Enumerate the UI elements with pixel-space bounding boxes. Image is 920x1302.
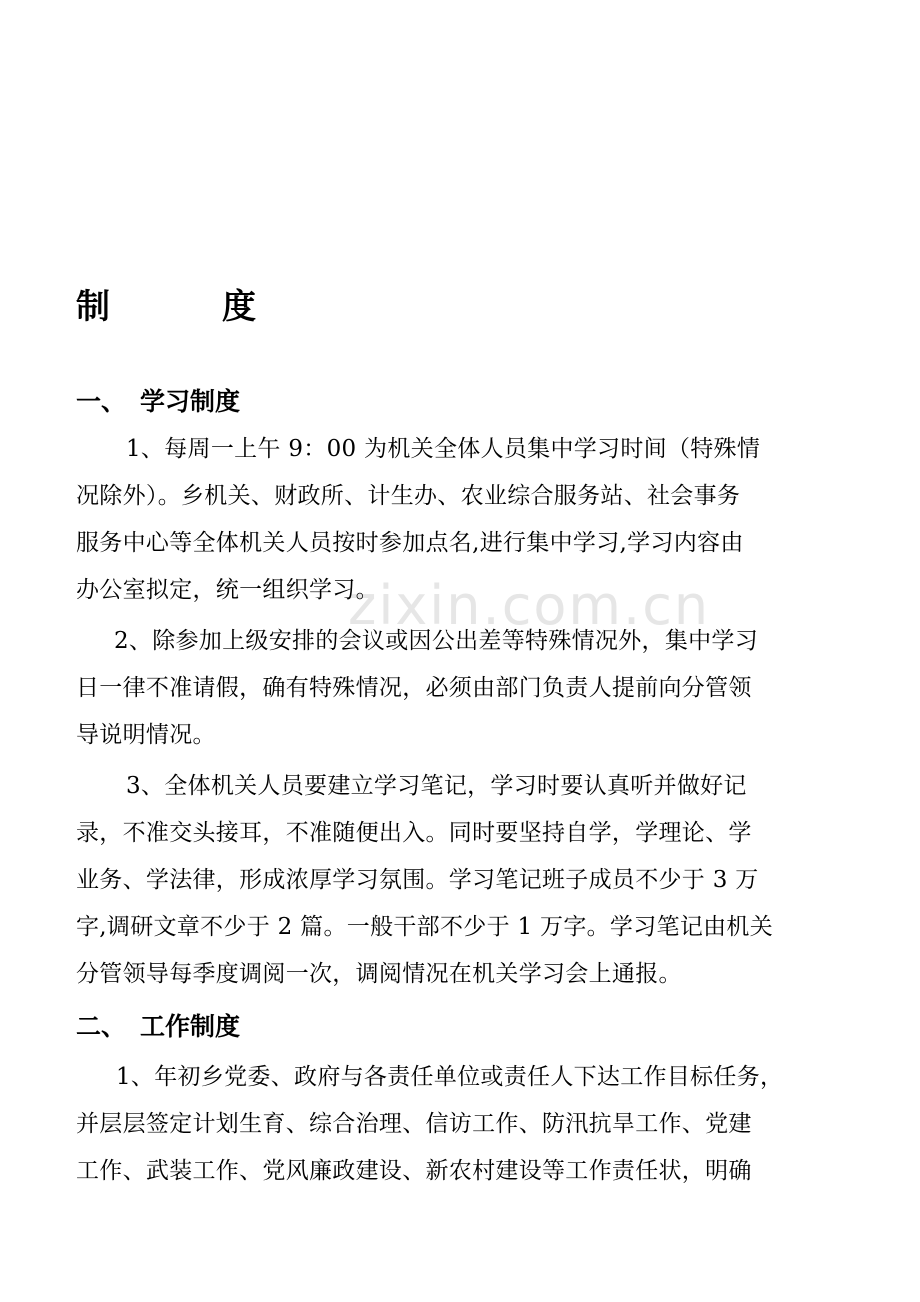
text-line: 分管领导每季度调阅一次，调阅情况在机关学习会上通报。 bbox=[76, 961, 682, 987]
text-line: 办公室拟定，统一组织学习。 bbox=[76, 577, 379, 603]
title-char-1: 制 bbox=[76, 287, 110, 327]
section-number: 二、 bbox=[76, 1012, 127, 1041]
title-char-2: 度 bbox=[222, 287, 256, 327]
section-title: 学习制度 bbox=[140, 387, 241, 416]
watermark: zixin.com.cn bbox=[348, 574, 711, 637]
text-line: 2、除参加上级安排的会议或因公出差等特殊情况外，集中学习 bbox=[114, 628, 759, 654]
section-title: 工作制度 bbox=[140, 1012, 241, 1041]
text-line: 日一律不准请假，确有特殊情况，必须由部门负责人提前向分管领 bbox=[76, 675, 752, 701]
text-line: 况除外）。乡机关、财政所、计生办、农业综合服务站、社会事务 bbox=[76, 483, 741, 509]
text-line: 字,调研文章不少于 2 篇。一般干部不少于 1 万字。学习笔记由机关 bbox=[76, 914, 774, 940]
text-line: 业务、学法律，形成浓厚学习氛围。学习笔记班子成员不少于 3 万 bbox=[76, 867, 759, 893]
text-line: 3、全体机关人员要建立学习笔记，学习时要认真听并做好记 bbox=[126, 773, 747, 799]
text-line: 1、每周一上午 9：00 为机关全体人员集中学习时间（特殊情 bbox=[126, 436, 761, 462]
section-number: 一、 bbox=[76, 387, 127, 416]
text-line: 工作、武装工作、党风廉政建设、新农村建设等工作责任状，明确 bbox=[76, 1158, 752, 1184]
paragraph-study-2 bbox=[76, 618, 796, 759]
text-line: 并层层签定计划生育、综合治理、信访工作、防汛抗旱工作、党建 bbox=[76, 1111, 752, 1137]
text-line: 服务中心等全体机关人员按时参加点名,进行集中学习,学习内容由 bbox=[76, 530, 744, 556]
paragraph-study-3 bbox=[76, 763, 796, 998]
page-title bbox=[76, 282, 256, 332]
text-line: 录，不准交头接耳，不准随便出入。同时要坚持自学，学理论、学 bbox=[76, 820, 752, 846]
paragraph-study-1 bbox=[76, 426, 796, 614]
section-heading-work bbox=[76, 1010, 240, 1044]
paragraph-work-1 bbox=[76, 1054, 796, 1195]
text-line: 1、年初乡党委、政府与各责任单位或责任人下达工作目标任务， bbox=[116, 1064, 784, 1090]
text-line: 导说明情况。 bbox=[76, 722, 216, 748]
section-heading-study bbox=[76, 385, 240, 419]
